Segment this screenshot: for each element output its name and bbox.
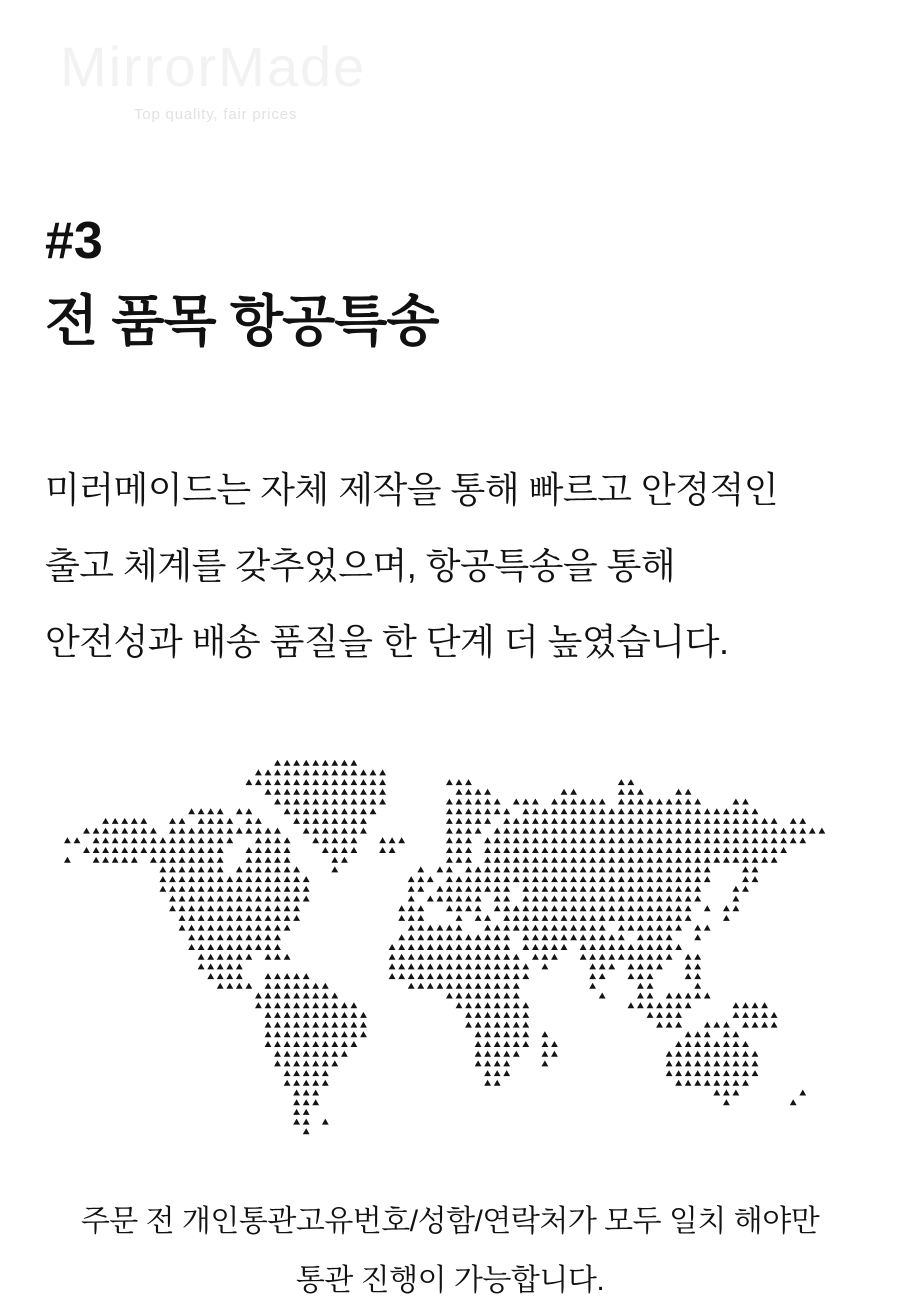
description-line-2: 출고 체계를 갖추었으며, 항공특송을 통해 [45, 545, 676, 586]
description-paragraph [45, 452, 778, 680]
section-number: #3 [45, 212, 103, 270]
section-heading [45, 210, 438, 354]
triangle-world-map-graphic [64, 750, 828, 1142]
customs-notice-line-1: 주문 전 개인통관고유번호/성함/연락처가 모두 일치 해야만 [80, 1205, 820, 1238]
description-line-1: 미러메이드는 자체 제작을 통해 빠르고 안정적인 [45, 469, 779, 510]
brand-watermark [60, 36, 366, 123]
customs-notice-line-2: 통관 진행이 가능합니다. [295, 1264, 605, 1297]
description-line-3: 안전성과 배송 품질을 한 단계 더 높였습니다. [45, 621, 729, 662]
section-title: 전 품목 항공특송 [45, 290, 439, 353]
customs-notice [0, 1192, 900, 1305]
brand-logo: MirrorMade [60, 35, 367, 98]
world-map [64, 750, 836, 1146]
brand-tagline: Top quality, fair prices [134, 105, 298, 123]
